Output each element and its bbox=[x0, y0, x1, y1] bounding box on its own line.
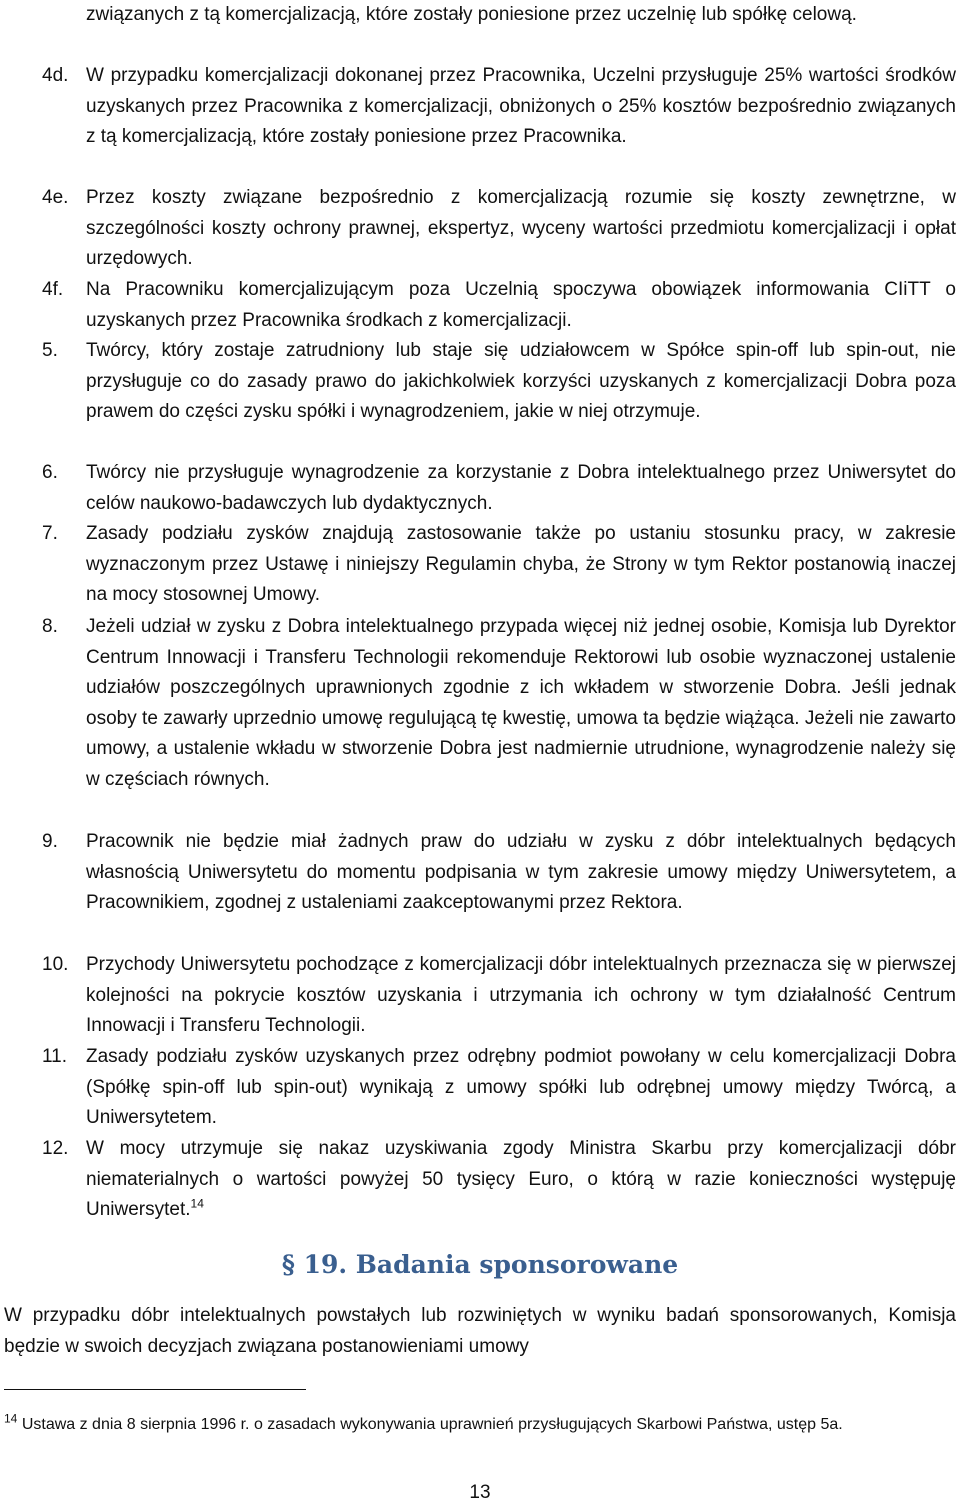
footnote-text: Ustawa z dnia 8 sierpnia 1996 r. o zasadach wykonywania uprawnień przysługujących Skarbowi Państwa, ustęp 5a. bbox=[21, 1416, 843, 1433]
section-heading: § 19. Badania sponsorowane bbox=[281, 1250, 679, 1279]
item-text bbox=[86, 1134, 956, 1226]
item-number: 10. bbox=[42, 954, 69, 975]
list-item-7 bbox=[42, 519, 956, 611]
footnote-number: 14 bbox=[4, 1411, 18, 1426]
item-text: Przez koszty związane bezpośrednio z komercjalizacją rozumie się koszty zewnętrzne, w szczególności koszty ochrony prawnej, ekspertyz, wyceny wartości przedmiotu komercjalizacji i opłat urzędowych. bbox=[86, 187, 956, 269]
item-text-body: W mocy utrzymuje się nakaz uzyskiwania zgody Ministra Skarbu przy komercjalizacji dóbr niematerialnych o wartości powyżej 50 tysięcy Euro, o którą w razie konieczności występuję Uniwersytet. bbox=[86, 1138, 956, 1220]
item-number: 11. bbox=[42, 1046, 68, 1067]
item-text: Twórcy, który zostaje zatrudniony lub staje się udziałowcem w Spółce spin-off lub spin-out, nie przysługuje co do zasady prawo do jakichkolwiek korzyści uzyskanych z komercjalizacji Dobra poza prawem do części zysku spółki i wynagrodzeniem, jakie w niej otrzymuje. bbox=[86, 340, 956, 422]
item-number: 8. bbox=[42, 616, 58, 637]
footnote-ref[interactable]: 14 bbox=[190, 1196, 204, 1211]
list-item-4f bbox=[42, 275, 956, 336]
footnote bbox=[4, 1411, 956, 1439]
footnote-divider bbox=[4, 1389, 306, 1390]
item-number: 4d. bbox=[42, 65, 69, 86]
item-number: 6. bbox=[42, 462, 58, 483]
item-text: Przychody Uniwersytetu pochodzące z komercjalizacji dóbr intelektualnych przeznacza się w pierwszej kolejności na pokrycie kosztów uzyskania i utrzymania ich ochrony w tym działalność Centrum Innowacji i Transferu Technologii. bbox=[86, 954, 956, 1036]
section-body: W przypadku dóbr intelektualnych powstałych lub rozwiniętych w wyniku badań sponsorowanych, Komisja będzie w swoich decyzjach związana postanowieniami umowy bbox=[4, 1305, 956, 1357]
item-number: 12. bbox=[42, 1138, 69, 1159]
item-text: Na Pracowniku komercjalizującym poza Uczelnią spoczywa obowiązek informowania CIiTT o uzyskanych przez Pracownika środkach z komercjalizacji. bbox=[86, 279, 956, 331]
item-text: Zasady podziału zysków uzyskanych przez odrębny podmiot powołany w celu komercjalizacji Dobra (Spółkę spin-off lub spin-out) wynikają z umowy spółki lub odrębnej umowy między Twórcą, a Uniwersytetem. bbox=[86, 1046, 956, 1128]
item-text: Pracownik nie będzie miał żadnych praw do udziału w zysku z dóbr intelektualnych będących własnością Uniwersytetu do momentu podpisania w tym zakresie umowy między Uniwersytetem, a Pracownikiem, zgodnej z ustaleniami zaakceptowanymi przez Rektora. bbox=[86, 831, 956, 913]
item-number: 4e. bbox=[42, 187, 69, 208]
list-item-6 bbox=[42, 458, 956, 519]
list-item-4d bbox=[42, 61, 956, 153]
list-item-10 bbox=[42, 950, 956, 1042]
item-number: 7. bbox=[42, 523, 58, 544]
item-text: Twórcy nie przysługuje wynagrodzenie za korzystanie z Dobra intelektualnego przez Uniwersytet do celów naukowo-badawczych lub dydaktycznych. bbox=[86, 462, 956, 514]
list-item-5 bbox=[42, 336, 956, 428]
item-number: 9. bbox=[42, 831, 58, 852]
continued-paragraph: związanych z tą komercjalizacją, które zostały poniesione przez uczelnię lub spółkę celową. bbox=[86, 4, 857, 25]
page-number: 13 bbox=[469, 1482, 491, 1503]
list-item-9 bbox=[42, 827, 956, 919]
list-item-4e bbox=[42, 183, 956, 275]
item-text: W przypadku komercjalizacji dokonanej przez Pracownika, Uczelni przysługuje 25% wartości środków uzyskanych przez Pracownika z komercjalizacji, obniżonych o 25% kosztów bezpośrednio związanych z tą komercjalizacją, które zostały poniesione przez Pracownika. bbox=[86, 65, 956, 147]
item-number: 5. bbox=[42, 340, 58, 361]
list-item-11 bbox=[42, 1042, 956, 1134]
list-item-8 bbox=[42, 612, 956, 795]
item-text: Jeżeli udział w zysku z Dobra intelektualnego przypada więcej niż jednej osobie, Komisja lub Dyrektor Centrum Innowacji i Transferu Technologii rekomenduje Rektorowi lub osobie wyznaczonej ustalenie udziałów poszczególnych uprawnionych zgodnie z ich wkładem w stworzenie Dobra. Jeśli jednak osoby te zawarły uprzednio umowę regulującą tę kwestię, umowa ta będzie wiążąca. Jeżeli nie zawarto umowy, a ustalenie wkładu w stworzenie Dobra jest nadmiernie utrudnione, wynagrodzenie należy się w częściach równych. bbox=[86, 616, 956, 790]
list-item-12 bbox=[42, 1134, 956, 1226]
item-number: 4f. bbox=[42, 279, 64, 300]
item-text: Zasady podziału zysków znajdują zastosowanie także po ustaniu stosunku pracy, w zakresie wyznaczonym przez Ustawę i niniejszy Regulamin chyba, że Strony w tym Rektor postanowią inaczej na mocy stosownej Umowy. bbox=[86, 523, 956, 605]
